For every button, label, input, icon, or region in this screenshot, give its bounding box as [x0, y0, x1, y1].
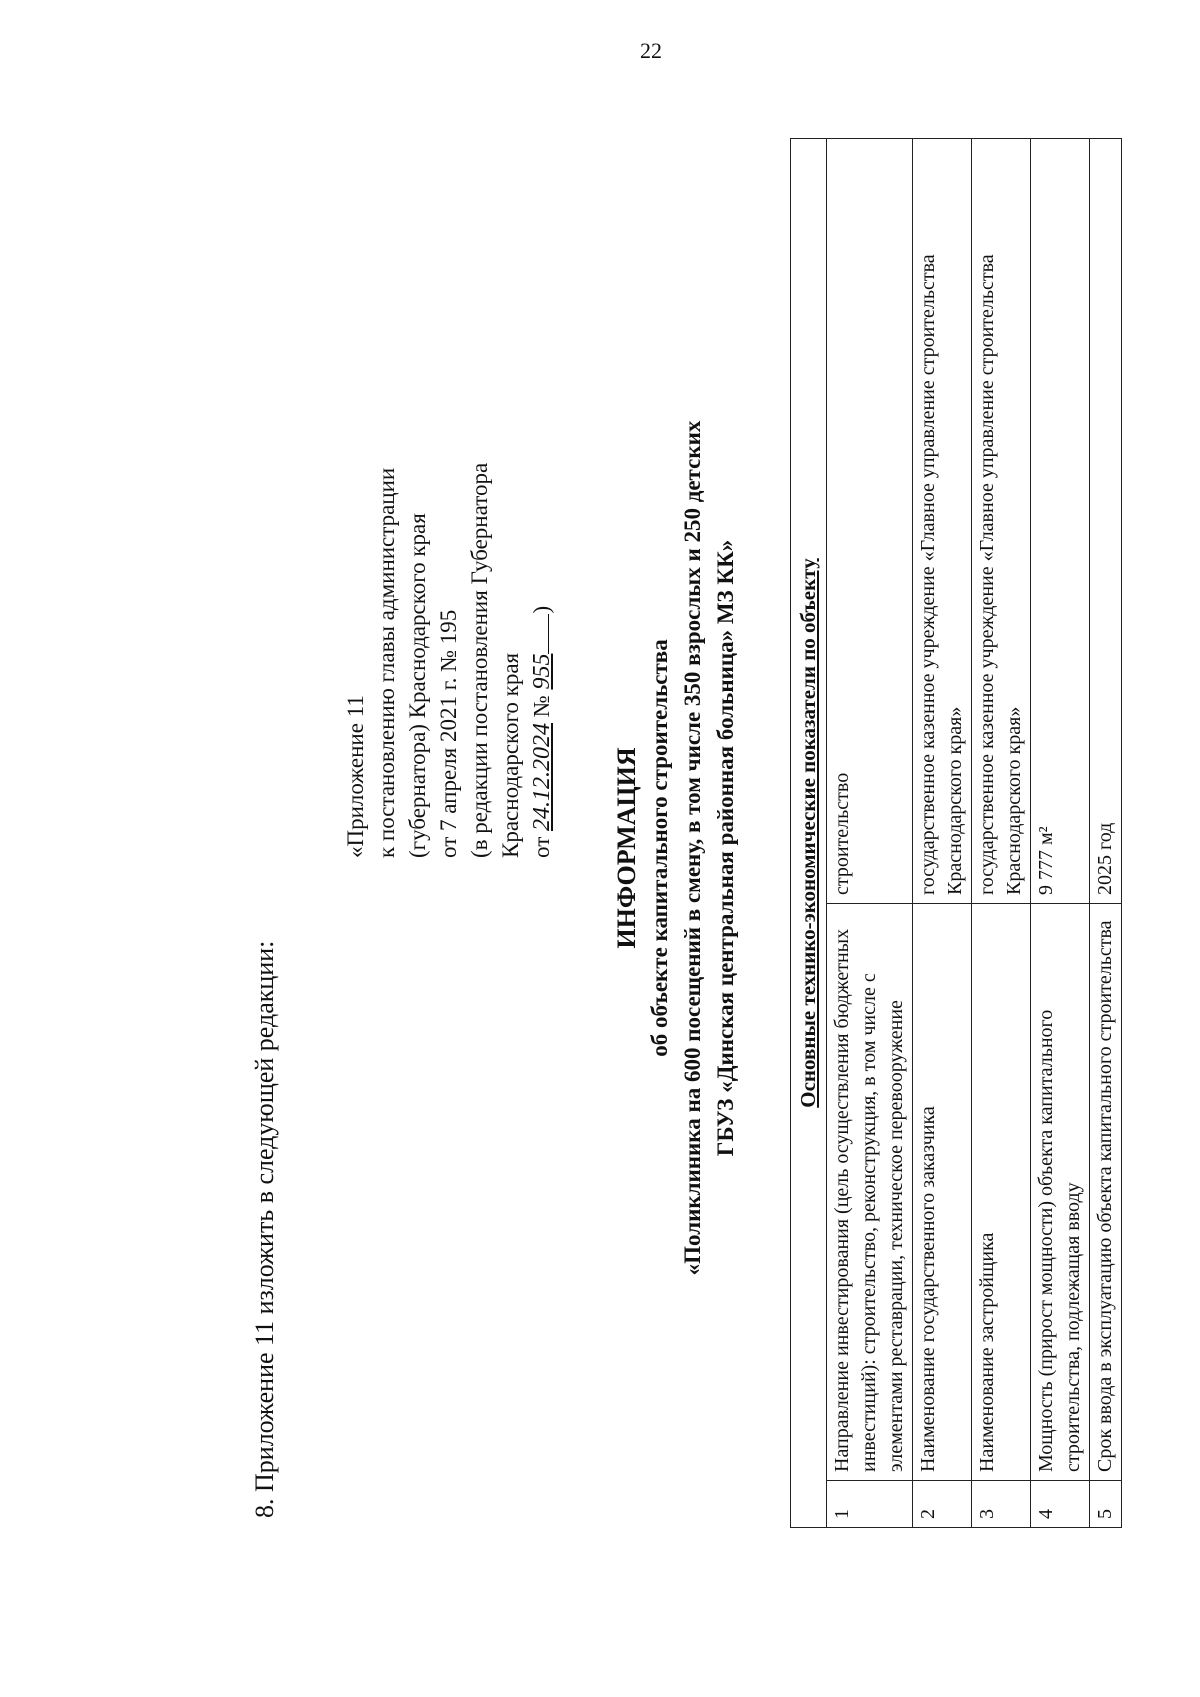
row-name: Наименование застройщика: [972, 904, 1031, 1481]
appendix-line: от 7 апреля 2021 г. № 195: [436, 609, 461, 858]
table-row: [972, 139, 1031, 1528]
row-value: строительство: [827, 139, 913, 904]
title-line: «Поликлиника на 600 посещений в смену, в том числе 350 взрослых и 250 детских: [680, 420, 705, 1276]
appendix-line: Краснодарского края: [498, 652, 523, 858]
table-row: [1031, 139, 1090, 1528]
row-name: Срок ввода в эксплуатацию объекта капитального строительства: [1090, 904, 1122, 1481]
row-number: 1: [827, 1481, 913, 1528]
title-heading: ИНФОРМАЦИЯ: [612, 747, 641, 949]
row-name: Наименование государственного заказчика: [913, 904, 972, 1481]
row-value: государственное казенное учреждение «Главное управление строительства Краснодарского края»: [972, 139, 1031, 904]
row-number: 2: [913, 1481, 972, 1528]
row-number: 4: [1031, 1481, 1090, 1528]
appendix-date-line: [526, 463, 558, 858]
document-title: [610, 58, 742, 1638]
page-number: 22: [640, 38, 662, 63]
handwritten-date: 24.12.2024: [529, 723, 555, 831]
appendix-line: (губернатора) Краснодарского края: [405, 513, 430, 858]
title-line: об объекте капитального строительства: [647, 639, 672, 1057]
table-row: [1090, 139, 1122, 1528]
blank-underline: [548, 614, 549, 654]
table-row: [913, 139, 972, 1528]
appendix-line: «Приложение 11: [343, 695, 368, 858]
indicators-table: [790, 138, 1122, 1528]
row-value: 2025 год: [1090, 139, 1122, 904]
appendix-reference: [340, 463, 558, 858]
date-prefix: от: [529, 836, 554, 858]
row-number: 3: [972, 1481, 1031, 1528]
table-header-row: [791, 139, 827, 1528]
closing-paren: ): [529, 605, 554, 614]
row-name: Мощность (прирост мощности) объекта капитального строительства, подлежащая вводу: [1031, 904, 1090, 1481]
row-value: 9 777 м²: [1031, 139, 1090, 904]
table-row: [827, 139, 913, 1528]
item-line: 8. Приложение 11 изложить в следующей редакции:: [250, 940, 279, 1518]
rotated-document-content: [70, 58, 1116, 1638]
title-line: ГБУЗ «Динская центральная районная больница» МЗ КК»: [713, 539, 738, 1157]
number-prefix: №: [529, 695, 554, 718]
table-header: Основные технико-экономические показатели по объекту: [791, 139, 827, 1528]
appendix-line: к постановлению главы администрации: [374, 467, 399, 858]
handwritten-number: 955: [529, 653, 555, 690]
row-number: 5: [1090, 1481, 1122, 1528]
row-name: Направление инвестирования (цель осуществления бюджетных инвестиций): строительство, реконструкция, в том числе с элементами реставрации, техническое перевооружение: [827, 904, 913, 1481]
row-value: государственное казенное учреждение «Главное управление строительства Краснодарского края»: [913, 139, 972, 904]
appendix-line: (в редакции постановления Губернатора: [467, 462, 492, 858]
